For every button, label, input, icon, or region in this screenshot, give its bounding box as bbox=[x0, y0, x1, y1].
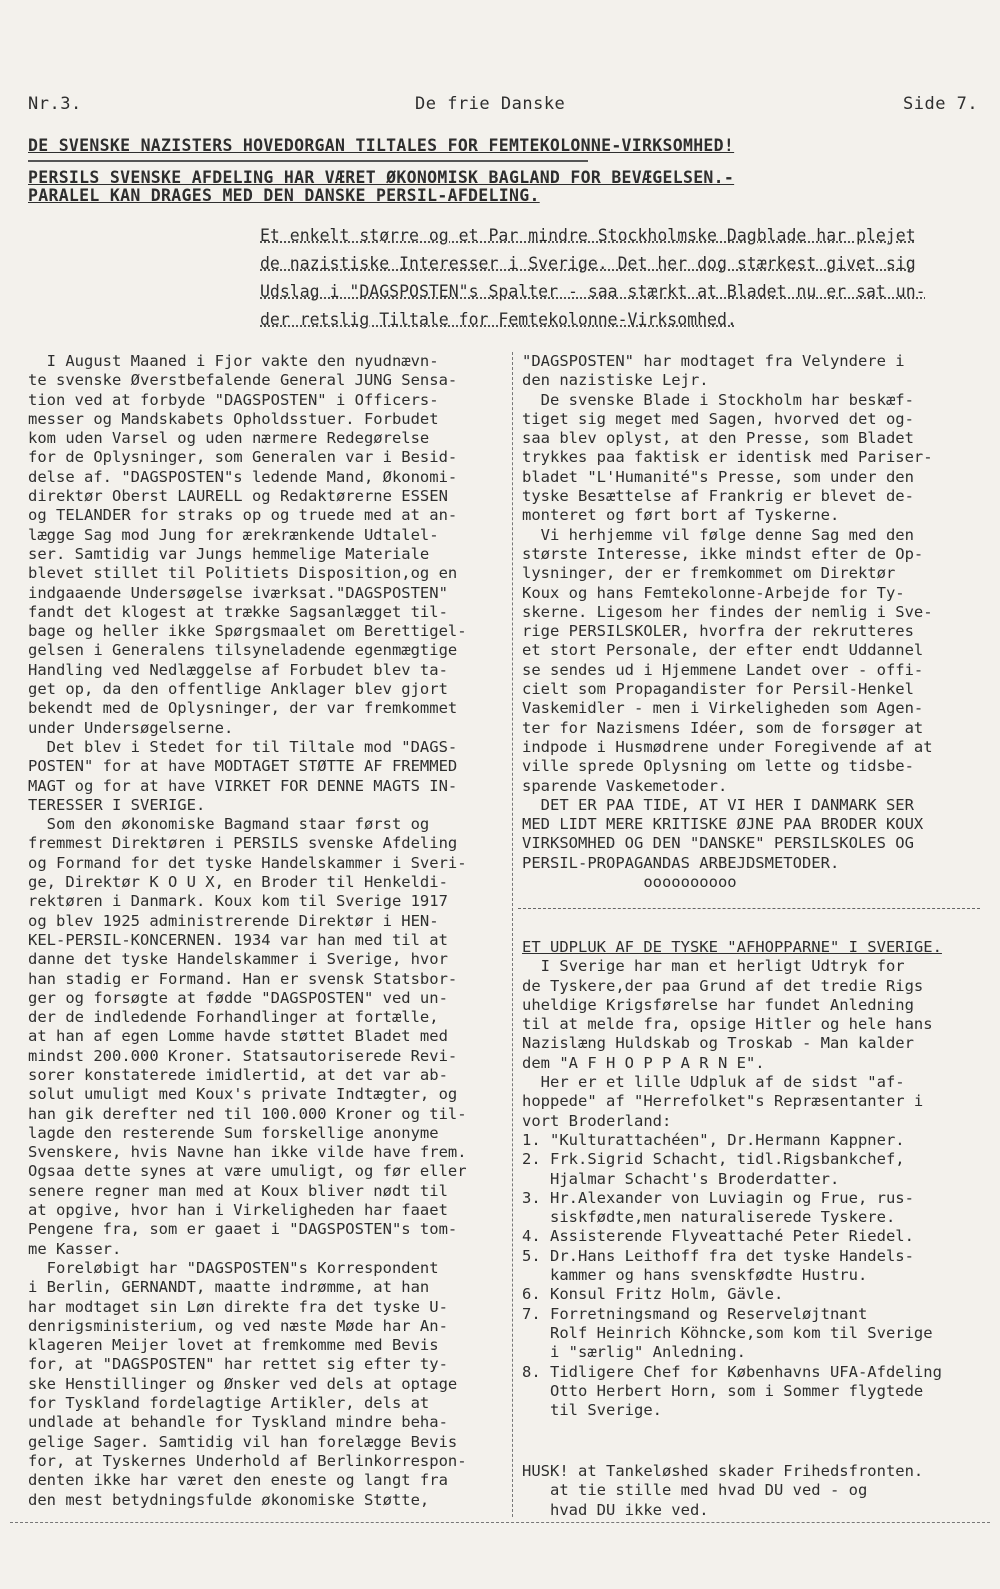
text-line: KEL-PERSIL-KONCERNEN. 1934 var han med til at bbox=[28, 930, 448, 949]
text-line: solut umuligt med Koux's private Indtægter, og bbox=[28, 1085, 458, 1104]
text-line: MAGT og for at have VIRKET FOR DENNE MAGTS IN- bbox=[28, 776, 458, 795]
text-line: trykkes paa faktisk er identisk med Pariser- bbox=[522, 448, 933, 467]
text-line: MED LIDT MERE KRITISKE ØJNE PAA BRODER KOUX bbox=[522, 815, 924, 834]
text-line: ter for Nazismens Idéer, som de forsøger at bbox=[522, 718, 924, 737]
text-line: for Tyskland fordelagtige Artikler, dels at bbox=[28, 1394, 430, 1413]
list-item: kammer og hans svenskfødte Hustru. bbox=[522, 1266, 868, 1285]
page-number: Side 7. bbox=[903, 94, 979, 114]
intro-line: der retslig Tiltale for Femtekolonne-Virksomhed. bbox=[260, 310, 737, 329]
text-line: ser. Samtidig var Jungs hemmelige Materiale bbox=[28, 544, 430, 563]
text-line: lagde den resterende Sum forskellige anonyme bbox=[28, 1123, 439, 1142]
text-line: sorer konstaterede imidlertid, at det var ab- bbox=[28, 1065, 448, 1084]
text-line: under Undersøgelserne. bbox=[28, 718, 234, 737]
issue-number: Nr.3. bbox=[28, 94, 82, 114]
text-line: denrigsministerium, og ved næste Møde har An- bbox=[28, 1316, 448, 1335]
text-line: get op, da den offentlige Anklager blev gjort bbox=[28, 680, 448, 699]
text-line: gelsen i Generalens tilsyneladende egenmægtige bbox=[28, 641, 458, 660]
left-column bbox=[28, 352, 513, 1510]
list-item: Otto Herbert Horn, som i Sommer flygtede bbox=[522, 1381, 924, 1400]
text-line: der de indledende Forhandlinger at fortælle, bbox=[28, 1008, 439, 1027]
text-line: skerne. Ligesom her findes der nemlig i Sve- bbox=[522, 602, 933, 621]
text-line: for, at "DAGSPOSTEN" har rettet sig efter ty- bbox=[28, 1355, 448, 1374]
text-line: Vi herhjemme vil følge denne Sag med den bbox=[522, 525, 914, 544]
text-line: bekendt med de Oplysninger, der var fremkommet bbox=[28, 699, 458, 718]
list-item: i "særlig" Anledning. bbox=[522, 1343, 746, 1362]
text-line: blevet stillet til Politiets Disposition,og en bbox=[28, 564, 458, 583]
text-line: største Interesse, ikke mindst efter de Op- bbox=[522, 544, 924, 563]
text-line: se sendes ud i Hjemmene Landet over - offi- bbox=[522, 660, 924, 679]
text-line: gelige Sager. Samtidig vil han forelægge Bevis bbox=[28, 1432, 458, 1451]
text-line: "DAGSPOSTEN" har modtaget fra Velyndere i bbox=[522, 352, 905, 370]
text-line: Det blev i Stedet for til Tiltale mod "DAGS- bbox=[28, 737, 458, 756]
afhopparne-section bbox=[522, 938, 982, 1420]
text-line: ger og forsøgte at fødde "DAGSPOSTEN" ved un- bbox=[28, 988, 448, 1007]
text-line: sparende Vaskemetoder. bbox=[522, 776, 728, 795]
text-line: De svenske Blade i Stockholm har beskæf- bbox=[522, 390, 914, 409]
text-line: Foreløbigt har "DAGSPOSTEN"s Korrespondent bbox=[28, 1258, 439, 1277]
text-line: ge, Direktør K O U X, en Broder til Henkeldi- bbox=[28, 873, 448, 892]
section-body bbox=[522, 957, 982, 1131]
list-item: 6. Konsul Fritz Holm, Gävle. bbox=[522, 1285, 784, 1304]
list-item: Rolf Heinrich Köhncke,som kom til Sverige bbox=[522, 1323, 933, 1342]
text-line: rige PERSILSKOLER, hvorfra der rekrutteres bbox=[522, 622, 914, 641]
intro-line: Udslag i "DAGSPOSTEN"s Spalter - saa stærkt at Bladet nu er sat un- bbox=[260, 282, 926, 301]
bottom-rule bbox=[10, 1522, 990, 1523]
text-line: HUSK! at Tankeløshed skader Frihedsfronten. bbox=[522, 1462, 924, 1480]
text-line: ville sprede Oplysning om lette og tidsbe- bbox=[522, 757, 914, 776]
text-line: tion ved at forbyde "DAGSPOSTEN" i Officers- bbox=[28, 390, 439, 409]
list-item: 4. Assisterende Flyveattaché Peter Riedel. bbox=[522, 1227, 914, 1246]
text-line: indgaaende Undersøgelse iværksat."DAGSPOSTEN" bbox=[28, 583, 448, 602]
text-line: hoppede" af "Herrefolket"s Repræsentanter i bbox=[522, 1092, 924, 1111]
subheadline-2: PARALEL KAN DRAGES MED DEN DANSKE PERSIL-AFDELING. bbox=[28, 186, 540, 205]
list-item: 2. Frk.Sigrid Schacht, tidl.Rigsbankchef, bbox=[522, 1150, 905, 1169]
text-line: fandt det klogest at trække Sagsanlægget til- bbox=[28, 602, 448, 621]
text-line: POSTEN" for at have MODTAGET STØTTE AF FREMMED bbox=[28, 757, 458, 776]
text-line: kom uden Varsel og uden nærmere Redegørelse bbox=[28, 429, 430, 448]
list-item: 1. "Kulturattachéen", Dr.Hermann Kappner. bbox=[522, 1130, 905, 1149]
text-line: danne det tyske Handelskammer i Sverige, hvor bbox=[28, 950, 448, 969]
text-line: har modtaget sin Løn direkte fra det tyske U- bbox=[28, 1297, 448, 1316]
text-line: lægge Sag mod Jung for ærekrænkende Udtalel- bbox=[28, 525, 439, 544]
text-line: dem "A F H O P P A R N E". bbox=[522, 1053, 765, 1072]
text-line: for, at Tyskernes Underhold af Berlinkorrespon- bbox=[28, 1451, 467, 1470]
text-line: PERSIL-PROPAGANDAS ARBEJDSMETODER. bbox=[522, 853, 840, 872]
text-line: I Sverige har man et herligt Udtryk for bbox=[522, 957, 905, 976]
husk-note bbox=[522, 1462, 923, 1520]
text-line: indpode i Husmødrene under Foregivende af at bbox=[522, 737, 933, 756]
text-line: bladet "L'Humanité"s Presse, som under den bbox=[522, 467, 914, 486]
text-line: uheldige Krigsførelse har fundet Anledning bbox=[522, 995, 914, 1014]
text-line: VIRKSOMHED OG DEN "DANSKE" PERSILSKOLES OG bbox=[522, 834, 914, 853]
text-line: at tie stille med hvad DU ved - og bbox=[522, 1481, 868, 1500]
text-line: oooooooooo bbox=[522, 873, 737, 892]
text-line: Pengene fra, som er gaaet i "DAGSPOSTEN"s tom- bbox=[28, 1220, 458, 1239]
text-line: cielt som Propagandister for Persil-Henkel bbox=[522, 680, 914, 699]
text-line: den mest betydningsfulde økonomiske Støtte, bbox=[28, 1490, 430, 1509]
text-line: DET ER PAA TIDE, AT VI HER I DANMARK SER bbox=[522, 795, 914, 814]
text-line: me Kasser. bbox=[28, 1239, 122, 1258]
list-item: 7. Forretningsmand og Reserveløjtnant bbox=[522, 1304, 868, 1323]
text-line: at han af egen Lomme havde støttet Bladet med bbox=[28, 1027, 448, 1046]
subheadline-1: PERSILS SVENSKE AFDELING HAR VÆRET ØKONOMISK BAGLAND FOR BEVÆGELSEN.- bbox=[28, 168, 735, 187]
text-line: denten ikke har været den eneste og langt fra bbox=[28, 1471, 448, 1490]
text-line: rektøren i Danmark. Koux kom til Sverige 1917 bbox=[28, 892, 448, 911]
text-line: lysninger, der er fremkommet om Direktør bbox=[522, 564, 896, 583]
text-line: han gik derefter ned til 100.000 Kroner og til- bbox=[28, 1104, 467, 1123]
text-line: tiget sig meget med Sagen, hvorved det og- bbox=[522, 409, 914, 428]
text-line: til at melde fra, opsige Hitler og hele hans bbox=[522, 1015, 933, 1034]
list-item: Hjalmar Schacht's Broderdatter. bbox=[522, 1169, 840, 1188]
section-title: ET UDPLUK AF DE TYSKE "AFHOPPARNE" I SVERIGE. bbox=[522, 938, 942, 956]
intro-line: de nazistiske Interesser i Sverige. Det her dog stærkest givet sig bbox=[260, 254, 916, 273]
text-line: hvad DU ikke ved. bbox=[522, 1500, 709, 1519]
text-line: i Berlin, GERNANDT, maatte indrømme, at han bbox=[28, 1278, 430, 1297]
text-line: de Tyskere,der paa Grund af det tredie Rigs bbox=[522, 976, 924, 995]
text-line: senere regner man med at Koux bliver nødt til bbox=[28, 1181, 448, 1200]
section-divider bbox=[518, 908, 980, 909]
column-divider bbox=[512, 352, 513, 1517]
text-line: og Formand for det tyske Handelskammer i Sveri- bbox=[28, 853, 467, 872]
text-line: bage og heller ikke Spørgsmaalet om Berettigel- bbox=[28, 622, 467, 641]
text-line: I August Maaned i Fjor vakte den nyudnævn- bbox=[28, 352, 439, 370]
text-line: Vaskemidler - men i Virkeligheden som Agen- bbox=[522, 699, 924, 718]
headline-rule bbox=[28, 160, 588, 162]
text-line: Ogsaa dette synes at være umuligt, og før eller bbox=[28, 1162, 467, 1181]
list-item: 3. Hr.Alexander von Luviagin og Frue, rus- bbox=[522, 1188, 914, 1207]
right-column bbox=[522, 352, 982, 892]
text-line: monteret og ført bort af Tyskerne. bbox=[522, 506, 840, 525]
text-line: han stadig er Formand. Han er svensk Statsbor- bbox=[28, 969, 458, 988]
text-line: Svenskere, hvis Navne han ikke vilde have frem. bbox=[28, 1143, 467, 1162]
text-line: og TELANDER for straks op og truede med at an- bbox=[28, 506, 458, 525]
text-line: fremmest Direktøren i PERSILS svenske Afdeling bbox=[28, 834, 458, 853]
text-line: messer og Mandskabets Opholdsstuer. Forbudet bbox=[28, 409, 439, 428]
text-line: Her er et lille Udpluk af de sidst "af- bbox=[522, 1073, 905, 1092]
main-headline: DE SVENSKE NAZISTERS HOVEDORGAN TILTALES FOR FEMTEKOLONNE-VIRKSOMHED! bbox=[28, 136, 735, 155]
text-line: Som den økonomiske Bagmand staar først og bbox=[28, 815, 430, 834]
text-line: og blev 1925 administrerende Direktør i HEN- bbox=[28, 911, 439, 930]
text-line: den nazistiske Lejr. bbox=[522, 371, 709, 390]
publication-title: De frie Danske bbox=[415, 94, 566, 114]
text-line: te svenske Øverstbefalende General JUNG Sensa- bbox=[28, 371, 458, 390]
text-line: direktør Oberst LAURELL og Redaktørerne ESSEN bbox=[28, 487, 448, 506]
defector-list bbox=[522, 1131, 982, 1420]
intro-paragraph bbox=[260, 222, 960, 334]
text-line: tyske Besættelse af Frankrig er blevet de- bbox=[522, 487, 914, 506]
text-line: Nazislæng Huldskab og Troskab - Man kalder bbox=[522, 1034, 914, 1053]
text-line: delse af. "DAGSPOSTEN"s ledende Mand, Økonomi- bbox=[28, 467, 458, 486]
text-line: TERESSER I SVERIGE. bbox=[28, 795, 206, 814]
text-line: at opgive, hvor han i Virkeligheden har faaet bbox=[28, 1201, 448, 1220]
list-item: til Sverige. bbox=[522, 1401, 662, 1420]
text-line: vort Broderland: bbox=[522, 1111, 672, 1130]
text-line: Koux og hans Femtekolonne-Arbejde for Ty- bbox=[522, 583, 905, 602]
text-line: undlade at behandle for Tyskland mindre beha- bbox=[28, 1413, 448, 1432]
text-line: for de Oplysninger, som Generalen var i Besid- bbox=[28, 448, 458, 467]
text-line: saa blev oplyst, at den Presse, som Bladet bbox=[522, 429, 914, 448]
text-line: et stort Personale, der efter endt Uddannel bbox=[522, 641, 924, 660]
text-line: mindst 200.000 Kroner. Statsautoriserede Revi- bbox=[28, 1046, 458, 1065]
text-line: ske Henstillinger og Ønsker ved dels at optage bbox=[28, 1374, 458, 1393]
list-item: 8. Tidligere Chef for Københavns UFA-Afdeling bbox=[522, 1362, 942, 1381]
intro-line: Et enkelt større og et Par mindre Stockholmske Dagblade har plejet bbox=[260, 226, 916, 245]
text-line: klageren Meijer lovet at fremkomme med Bevis bbox=[28, 1336, 439, 1355]
list-item: 5. Dr.Hans Leithoff fra det tyske Handels- bbox=[522, 1246, 914, 1265]
text-line: Handling ved Nedlæggelse af Forbudet blev ta- bbox=[28, 660, 448, 679]
list-item: siskfødte,men naturaliserede Tyskere. bbox=[522, 1208, 896, 1227]
